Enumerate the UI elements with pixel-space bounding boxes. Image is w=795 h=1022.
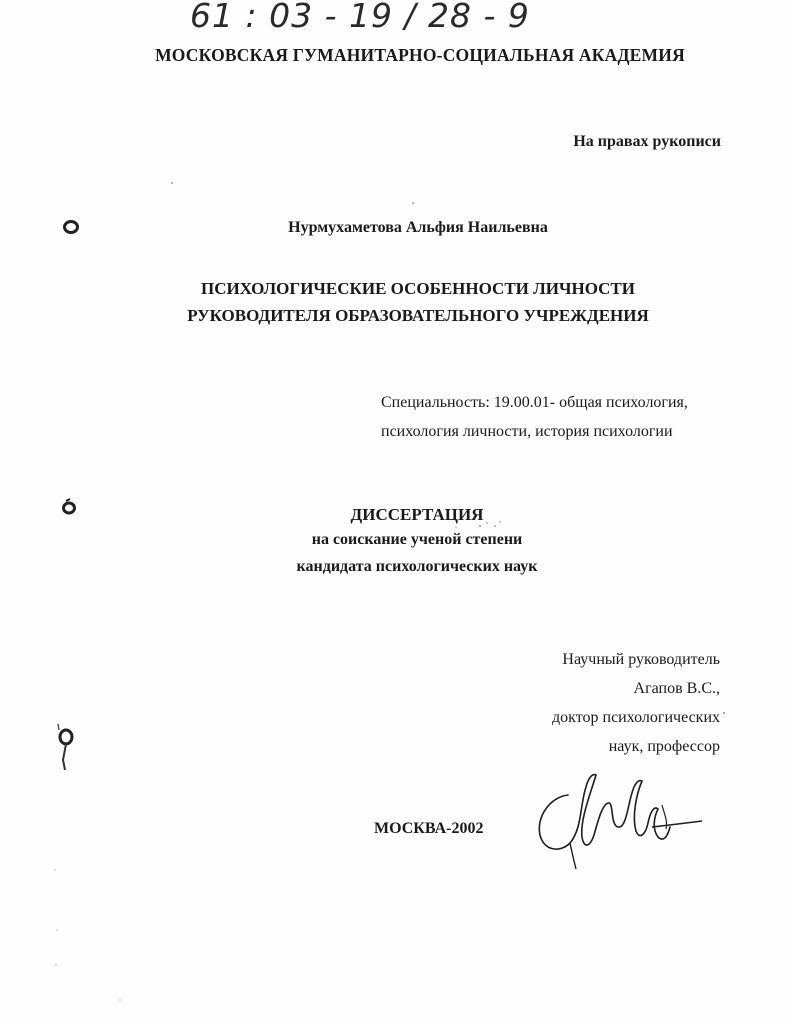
author-name: Нурмухаметова Альфия Наильевна bbox=[288, 219, 548, 236]
specialty-line-1: Специальность: 19.00.01- общая психология, bbox=[381, 394, 688, 411]
title-line-1: ПСИХОЛОГИЧЕСКИЕ ОСОБЕННОСТИ ЛИЧНОСТИ bbox=[200, 279, 635, 298]
supervisor-label: Научный руководитель bbox=[562, 651, 720, 668]
archive-code-handwritten: 61 : 03 - 19 / 28 - 9 bbox=[190, 0, 530, 35]
supervisor-name: Агапов В.С., bbox=[633, 680, 720, 697]
academy-name: МОСКОВСКАЯ ГУМАНИТАРНО-СОЦИАЛЬНАЯ АКАДЕМИЯ bbox=[155, 45, 685, 65]
title-line-2: РУКОВОДИТЕЛЯ ОБРАЗОВАТЕЛЬНОГО УЧРЕЖДЕНИЯ bbox=[187, 306, 649, 325]
specialty-line-2: психология личности, история психологии bbox=[381, 423, 673, 440]
supervisor-title: наук, профессор bbox=[608, 738, 720, 755]
degree-line: на соискание ученой степени bbox=[311, 531, 523, 548]
city-year: МОСКВА-2002 bbox=[374, 820, 484, 837]
dissertation-heading: ДИССЕРТАЦИЯ bbox=[350, 505, 484, 524]
degree-field-line: кандидата психологических наук bbox=[296, 558, 538, 575]
supervisor-degree: доктор психологических bbox=[552, 709, 720, 726]
manuscript-rights-label: На правах рукописи bbox=[573, 133, 721, 150]
